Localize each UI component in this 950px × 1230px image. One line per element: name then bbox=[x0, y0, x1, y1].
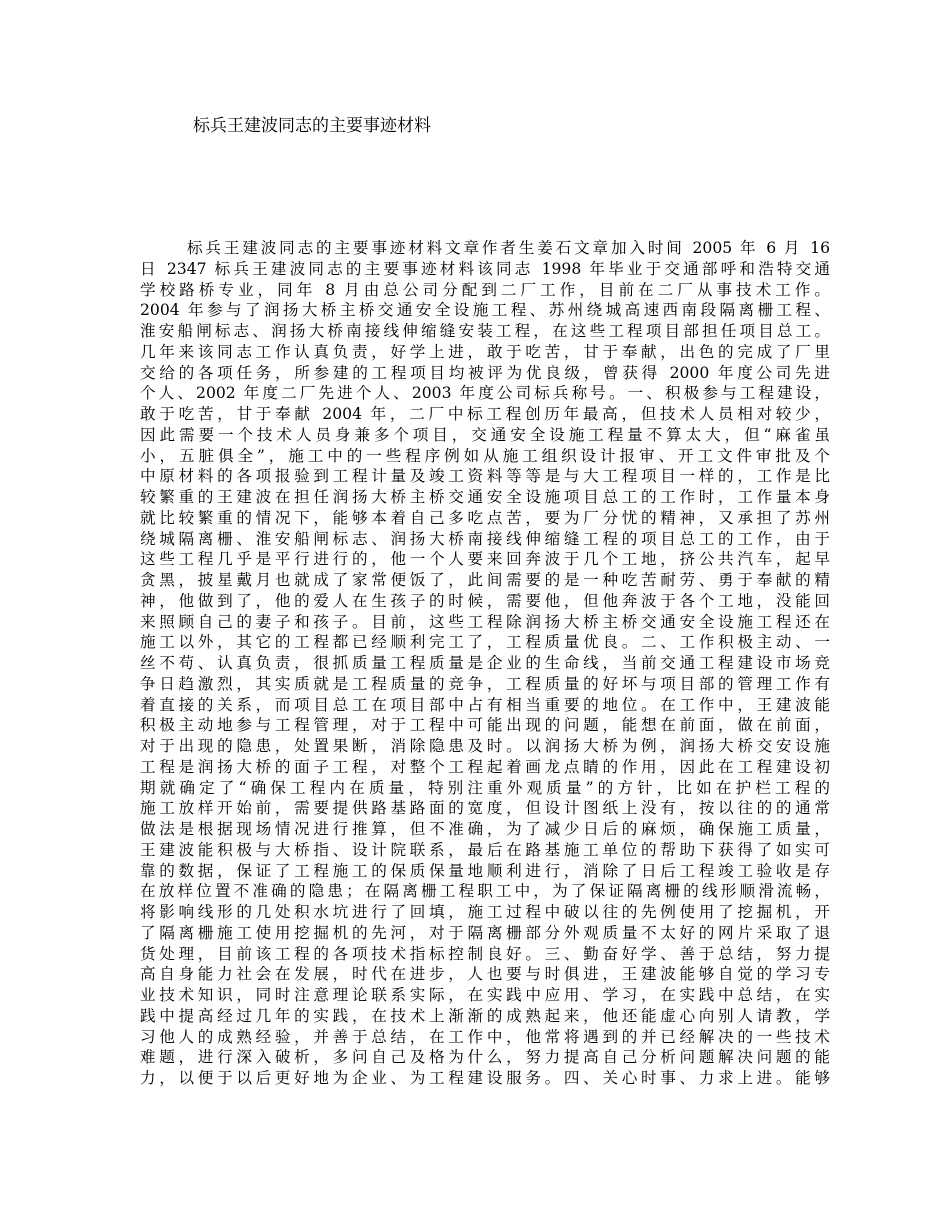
paragraph-line: 淮安船闸标志、润扬大桥南接线伸缩缝安装工程，在这些工程项目部担任项目总工。 bbox=[140, 322, 830, 340]
paragraph-line: 践中提高经过几年的实践，在技术上渐渐的成熟起来，他还能虚心向别人请教，学 bbox=[140, 1006, 830, 1025]
paragraph-line: 几年来该同志工作认真负责，好学上进，敢于吃苦，甘于奉献，出色的完成了厂里 bbox=[140, 342, 830, 361]
paragraph-line: 在放样位置不准确的隐患；在隔离栅工程职工中，为了保证隔离栅的线形顺滑流畅， bbox=[140, 882, 830, 901]
paragraph-line: 个人、2002 年度二厂先进个人、2003 年度公司标兵称号。一、积极参与工程建设， bbox=[140, 384, 830, 403]
paragraph-line: 将影响线形的几处积水坑进行了回填，施工过程中破以往的先例使用了挖掘机，开 bbox=[140, 903, 830, 921]
paragraph-line: 了隔离栅施工使用挖掘机的先河，对于隔离栅部分外观质量不太好的网片采取了退 bbox=[140, 923, 830, 942]
paragraph-line: 着直接的关系，而项目总工在项目部中占有相当重要的地位。在工作中，王建波能 bbox=[140, 695, 830, 714]
document-body bbox=[140, 238, 830, 1089]
paragraph-line: 货处理，目前该工程的各项技术指标控制良好。三、勤奋好学、善于总结，努力提 bbox=[140, 944, 830, 963]
paragraph-line: 中原材料的各项报验到工程计量及竣工资料等等是与大工程项目一样的，工作是比 bbox=[140, 467, 830, 486]
paragraph-line: 业技术知识，同时注意理论联系实际，在实践中应用、学习，在实践中总结，在实 bbox=[140, 986, 830, 1004]
paragraph-line: 施工以外，其它的工程都已经顺利完工了，工程质量优良。二、工作积极主动、一 bbox=[140, 633, 830, 652]
paragraph-line: 施工放样开始前，需要提供路基路面的宽度，但设计图纸上没有，按以往的的通常 bbox=[140, 799, 830, 818]
paragraph-line: 神，他做到了，他的爱人在生孩子的时候，需要他，但他奔波于各个工地，没能回 bbox=[140, 591, 830, 610]
paragraph-line: 标兵王建波同志的主要事迹材料文章作者生姜石文章加入时间 2005 年 6 月 16 bbox=[187, 239, 830, 257]
paragraph-line: 王建波能积极与大桥指、设计院联系，最后在路基施工单位的帮助下获得了如实可 bbox=[140, 840, 830, 859]
paragraph-line: 日 2347 标兵王建波同志的主要事迹材料该同志 1998 年毕业于交通部呼和浩特交通 bbox=[140, 259, 830, 278]
paragraph-line: 工程是润扬大桥的面子工程，对整个工程起着画龙点睛的作用，因此在工程建设初 bbox=[140, 757, 830, 776]
paragraph-line: 习他人的成熟经验，并善于总结，在工作中，他常将遇到的并已经解决的一些技术 bbox=[140, 1027, 830, 1046]
paragraph-line: 争日趋激烈，其实质就是工程质量的竞争，工程质量的好坏与项目部的管理工作有 bbox=[140, 674, 830, 693]
paragraph-line: 对于出现的隐患，处置果断，消除隐患及时。以润扬大桥为例，润扬大桥交安设施 bbox=[140, 737, 830, 755]
paragraph-line: 力，以便于以后更好地为企业、为工程建设服务。四、关心时事、力求上进。能够 bbox=[140, 1069, 830, 1087]
paragraph-line: 贪黑，披星戴月也就成了家常便饭了，此间需要的是一种吃苦耐劳、勇于奉献的精 bbox=[140, 571, 830, 589]
paragraph-line: 因此需要一个技术人员身兼多个项目，交通安全设施工程量不算太大，但“麻雀虽 bbox=[140, 425, 830, 444]
paragraph-line: 靠的数据，保证了工程施工的保质保量地顺利进行，消除了日后工程竣工验收是存 bbox=[140, 861, 830, 880]
paragraph-line: 丝不苟、认真负责，很抓质量工程质量是企业的生命线，当前交通工程建设市场竞 bbox=[140, 654, 830, 672]
paragraph-line: 小，五脏俱全”，施工中的一些程序例如从施工组织设计报审、开工文件审批及个 bbox=[140, 446, 830, 465]
paragraph-line: 期就确定了“确保工程内在质量，特别注重外观质量”的方针，比如在护栏工程的 bbox=[140, 778, 830, 797]
paragraph-line: 积极主动地参与工程管理，对于工程中可能出现的问题，能想在前面，做在前面， bbox=[140, 716, 830, 735]
paragraph-line: 绕城隔离栅、淮安船闸标志、润扬大桥南接线伸缩缝工程的项目总工的工作，由于 bbox=[140, 529, 830, 548]
document-title: 标兵王建波同志的主要事迹材料 bbox=[193, 116, 431, 136]
paragraph-line: 较繁重的王建波在担任润扬大桥主桥交通安全设施项目总工的工作时，工作量本身 bbox=[140, 488, 830, 506]
paragraph-line: 交给的各项任务，所参建的工程项目均被评为优良级，曾获得 2000 年度公司先进 bbox=[140, 363, 830, 382]
paragraph-line: 这些工程几乎是平行进行的，他一个人要来回奔波于几个工地，挤公共汽车，起早 bbox=[140, 550, 830, 569]
paragraph-line: 2004 年参与了润扬大桥主桥交通安全设施工程、苏州绕城高速西南段隔离栅工程、 bbox=[140, 301, 830, 320]
paragraph-line: 难题，进行深入破析，多问自己及格为什么，努力提高自己分析问题解决问题的能 bbox=[140, 1048, 830, 1067]
paragraph-line: 敢于吃苦，甘于奉献 2004 年，二厂中标工程创历年最高，但技术人员相对较少， bbox=[140, 405, 830, 423]
paragraph-line: 学校路桥专业，同年 8 月由总公司分配到二厂工作，目前在二厂从事技术工作。 bbox=[140, 280, 830, 299]
paragraph-line: 高自身能力社会在发展，时代在进步，人也要与时俱进，王建波能够自觉的学习专 bbox=[140, 965, 830, 984]
paragraph-line: 做法是根据现场情况进行推算，但不准确，为了减少日后的麻烦，确保施工质量， bbox=[140, 820, 830, 838]
paragraph-line: 来照顾自己的妻子和孩子。目前，这些工程除润扬大桥主桥交通安全设施工程还在 bbox=[140, 612, 830, 631]
paragraph-line: 就比较繁重的情况下，能够本着自己多吃点苦，要为厂分忧的精神，又承担了苏州 bbox=[140, 508, 830, 527]
